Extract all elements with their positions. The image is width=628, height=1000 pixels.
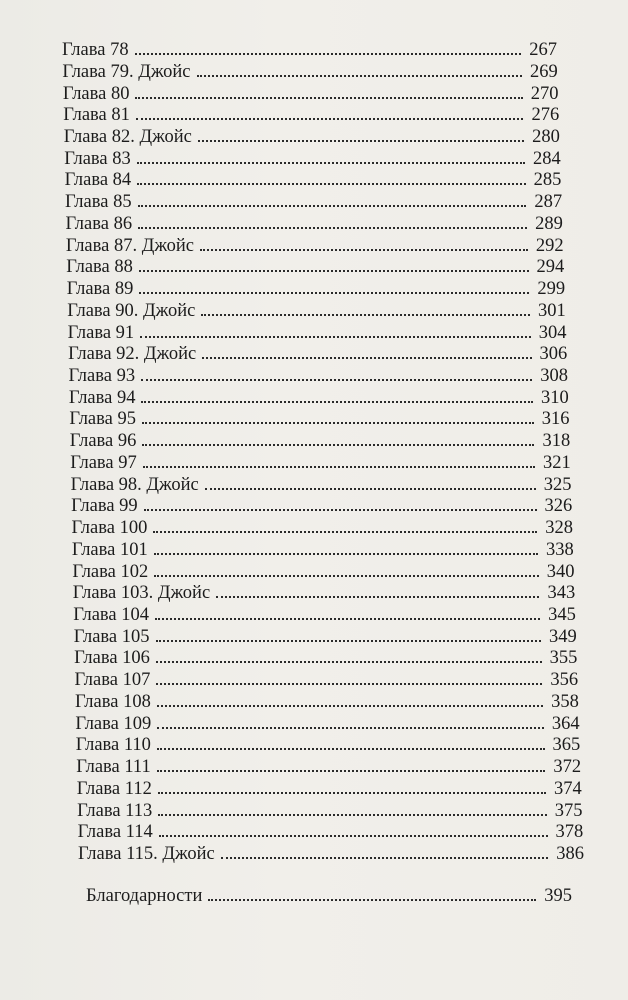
toc-entry	[72, 561, 574, 583]
dot-leader	[198, 140, 524, 142]
dot-leader	[142, 444, 534, 446]
toc-entry-label: Глава 108	[75, 691, 151, 712]
toc-entry	[66, 235, 564, 257]
dot-leader	[154, 575, 539, 577]
toc-entry	[69, 408, 569, 430]
toc-entry-label: Глава 98. Джойс	[70, 474, 199, 495]
toc-entry-page-number: 325	[543, 474, 572, 495]
dot-leader	[157, 727, 544, 729]
toc-entry-label: Глава 91	[67, 322, 135, 343]
toc-entry-label: Глава 83	[64, 148, 131, 169]
dot-leader	[158, 814, 547, 816]
toc-entry	[64, 148, 561, 170]
toc-entry-page-number: 318	[542, 431, 571, 452]
toc-entry	[65, 191, 562, 213]
dot-leader	[135, 97, 522, 99]
toc-entry-page-number: 338	[545, 539, 574, 560]
toc-entry-page-number: 294	[536, 257, 565, 278]
toc-entry-page-number: 374	[554, 778, 582, 799]
toc-entry	[66, 213, 563, 235]
toc-entry	[69, 387, 569, 409]
dot-leader	[156, 683, 542, 685]
dot-leader	[138, 205, 527, 207]
toc-entry-label: Глава 97	[70, 452, 137, 473]
toc-entry-label: Глава 94	[68, 387, 136, 408]
toc-entry	[72, 517, 574, 539]
toc-entry	[75, 691, 579, 713]
toc-entry	[70, 452, 571, 474]
dot-leader	[153, 531, 537, 533]
dot-leader	[137, 162, 525, 164]
toc-entry-label: Глава 89	[66, 279, 134, 299]
toc-entry-label: Глава 82. Джойс	[63, 126, 192, 147]
toc-entry-page-number: 308	[540, 365, 568, 386]
toc-entry-page-number: 276	[531, 105, 560, 126]
toc-entry-label: Глава 90. Джойс	[67, 300, 196, 321]
toc-entry-page-number: 358	[551, 691, 579, 712]
toc-entry-page-number: 269	[529, 61, 558, 82]
dot-leader	[216, 596, 539, 598]
toc-entry-acknowledgements	[86, 885, 572, 907]
toc-entry-page-number: 301	[538, 300, 566, 321]
toc-entry-label: Глава 106	[74, 648, 150, 669]
toc-entry-label: Глава 92. Джойс	[68, 344, 197, 365]
toc-entry-page-number: 349	[548, 626, 577, 647]
toc-entry	[74, 626, 577, 648]
toc-entry	[71, 495, 572, 517]
toc-entry-page-number: 284	[532, 148, 561, 169]
toc-entry-page-number: 285	[533, 170, 562, 191]
toc-entry-page-number: 375	[554, 800, 583, 821]
toc-entry-page-number: 328	[545, 518, 573, 539]
toc-entry-label: Глава 103. Джойс	[72, 583, 211, 604]
toc-entry	[73, 582, 575, 604]
toc-entry-page-number: 304	[538, 322, 567, 343]
toc-entry	[62, 39, 557, 61]
toc-entry-label: Глава 107	[74, 670, 151, 691]
toc-entry	[63, 83, 559, 105]
toc-entry-page-number: 356	[550, 670, 579, 691]
toc-entry-label: Глава 79. Джойс	[62, 61, 191, 82]
toc-entry-page-number: 287	[534, 192, 563, 213]
toc-entry	[65, 169, 562, 191]
dot-leader	[142, 422, 534, 424]
toc-entry	[66, 256, 564, 278]
toc-entry-page-number: 386	[556, 844, 584, 864]
dot-leader	[201, 314, 530, 316]
toc-entry	[68, 343, 567, 365]
toc-entry-page-number: 267	[529, 40, 557, 60]
toc-entry	[78, 821, 584, 843]
toc-entry	[63, 104, 559, 126]
toc-entry-label: Глава 110	[75, 735, 151, 756]
dot-leader	[143, 466, 535, 468]
toc-entry	[77, 800, 582, 822]
toc-entry	[70, 430, 570, 452]
dot-leader	[157, 748, 545, 750]
toc-entry-page-number: 289	[535, 213, 563, 234]
toc-entry-label: Глава 115. Джойс	[78, 844, 215, 864]
toc-entry-page-number: 378	[555, 822, 584, 843]
toc-entry-label: Глава 104	[73, 605, 150, 625]
toc-entry-label: Благодарности	[86, 886, 203, 906]
toc-entry-label: Глава 87. Джойс	[65, 235, 195, 256]
dot-leader	[200, 249, 528, 251]
toc-entry-page-number: 299	[537, 279, 566, 299]
toc-entry	[74, 647, 577, 669]
toc-entry	[77, 778, 582, 800]
toc-entry-label: Глава 111	[76, 757, 151, 778]
toc-entry-page-number: 326	[544, 496, 573, 517]
toc-entry-page-number: 280	[532, 126, 560, 147]
dot-leader	[140, 336, 531, 338]
toc-entry	[78, 843, 584, 865]
toc-entry-page-number: 365	[552, 735, 581, 756]
toc-entry	[75, 669, 579, 691]
toc-entry	[76, 756, 581, 778]
dot-leader	[135, 53, 522, 55]
dot-leader	[138, 227, 527, 229]
dot-leader	[139, 270, 529, 272]
toc-entry-label: Глава 114	[77, 822, 153, 843]
dot-leader	[156, 640, 541, 642]
toc-entry-label: Глава 84	[64, 170, 132, 191]
toc-entry-page-number: 310	[540, 387, 569, 408]
toc-entry	[67, 278, 565, 300]
dot-leader	[144, 509, 537, 511]
toc-entry-label: Глава 85	[65, 192, 132, 213]
toc-entry	[62, 61, 557, 83]
toc-entry-label: Глава 109	[75, 713, 152, 734]
toc-entry-page-number: 364	[551, 713, 580, 734]
toc-entry-label: Глава 88	[66, 257, 133, 278]
toc-entry-page-number: 306	[539, 344, 568, 365]
toc-entry	[67, 300, 566, 322]
dot-leader	[157, 705, 543, 707]
dot-leader	[139, 292, 529, 294]
toc-entry	[68, 322, 567, 344]
dot-leader	[154, 553, 538, 555]
toc-entry-label: Глава 80	[62, 83, 130, 104]
dot-leader	[205, 488, 536, 490]
toc-entry-label: Глава 81	[63, 105, 130, 126]
dot-leader	[208, 899, 536, 901]
dot-leader	[221, 857, 549, 859]
dot-leader	[141, 401, 532, 403]
dot-leader	[141, 379, 532, 381]
dot-leader	[202, 357, 531, 359]
toc-entry	[64, 126, 560, 148]
toc-entry-label: Глава 96	[69, 431, 137, 452]
toc-entry	[76, 734, 581, 756]
toc-entry-page-number: 321	[543, 452, 571, 473]
toc-entry-page-number: 270	[530, 83, 559, 104]
toc-entry-page-number: 316	[541, 409, 570, 430]
toc-entry-label: Глава 100	[71, 518, 148, 539]
dot-leader	[197, 75, 522, 77]
toc-entry-page-number: 395	[544, 886, 572, 906]
toc-entry-label: Глава 112	[76, 778, 152, 799]
toc-entry	[72, 539, 574, 561]
toc-entry-page-number: 292	[535, 235, 564, 256]
toc-entry	[73, 604, 576, 626]
toc-entry-page-number: 340	[546, 561, 575, 582]
dot-leader	[158, 792, 546, 794]
toc-entry-label: Глава 105	[73, 626, 150, 647]
toc-entry-label: Глава 101	[71, 539, 148, 560]
toc-entry-label: Глава 78	[62, 40, 129, 60]
dot-leader	[155, 618, 540, 620]
dot-leader	[157, 770, 546, 772]
toc-entry	[71, 474, 572, 496]
toc-entry-page-number: 355	[549, 648, 578, 669]
toc-entry-label: Глава 95	[69, 409, 136, 430]
toc-entry-label: Глава 99	[71, 496, 138, 517]
toc-entry-label: Глава 113	[77, 800, 153, 821]
toc-entry-page-number: 343	[547, 583, 576, 604]
dot-leader	[136, 118, 524, 120]
toc-entry-label: Глава 102	[72, 561, 149, 582]
dot-leader	[137, 183, 525, 185]
dot-leader	[159, 835, 548, 837]
toc-entry-page-number: 372	[553, 757, 582, 778]
dot-leader	[156, 661, 542, 663]
toc-entry-page-number: 345	[548, 605, 576, 625]
toc-entry-label: Глава 86	[65, 213, 133, 234]
toc-entry-label: Глава 93	[68, 365, 136, 386]
toc-entry	[69, 365, 569, 387]
toc-entry	[75, 713, 579, 735]
